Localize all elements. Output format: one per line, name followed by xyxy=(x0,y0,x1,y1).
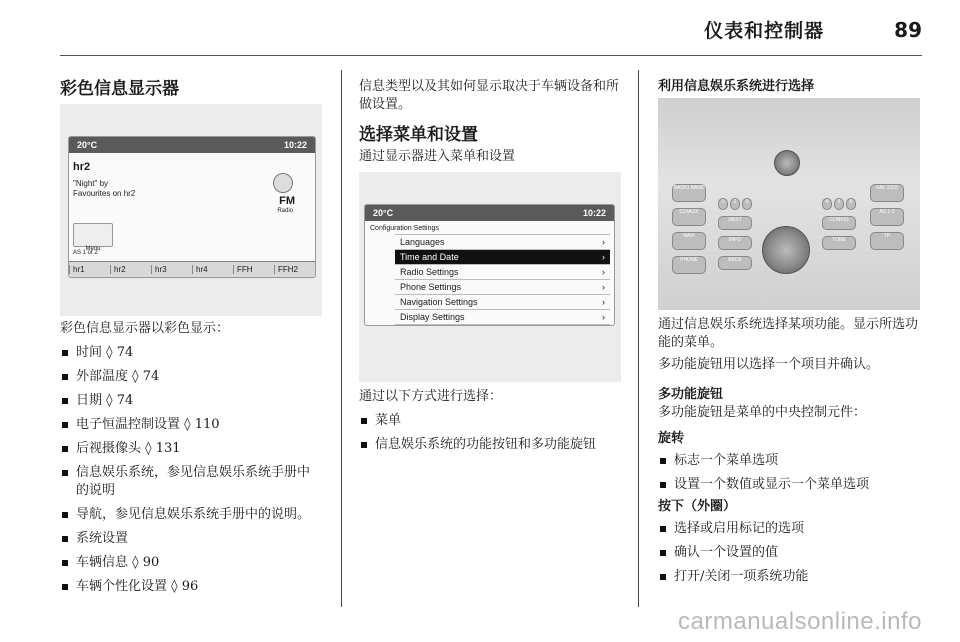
temp-readout: 20°C xyxy=(373,208,394,218)
config-title: Configuration Settings xyxy=(370,225,439,232)
list-item: 电子恒温控制设置 ◊ 110 xyxy=(60,416,322,434)
subheading-knob: 多功能旋钮 xyxy=(658,387,724,402)
preset-3-button[interactable]: 3 xyxy=(742,198,752,210)
preset-5-button[interactable]: 5 xyxy=(834,198,844,210)
preset-1-button[interactable]: 1 xyxy=(718,198,728,210)
menu-item-navigation[interactable]: Navigation Settings › xyxy=(395,295,610,310)
multifunction-knob-icon[interactable] xyxy=(762,226,810,274)
list-item: 选择或启用标记的选项 xyxy=(658,520,920,538)
list-item: 后视摄像头 ◊ 131 xyxy=(60,440,322,458)
config-screen xyxy=(364,204,615,326)
preset-button[interactable]: FFH xyxy=(233,265,274,274)
time-readout: 10:22 xyxy=(582,208,606,218)
menu-item-time-date[interactable]: Time and Date › xyxy=(395,250,610,265)
list-item: 设置一个数值或显示一个菜单选项 xyxy=(658,476,920,494)
tp-button[interactable]: TP xyxy=(870,232,904,250)
column-divider xyxy=(341,70,342,607)
watermark: carmanualsonline.info xyxy=(678,608,922,635)
section-heading: 利用信息娱乐系统进行选择 xyxy=(658,79,815,94)
control-panel-figure xyxy=(658,98,920,310)
menu-item-phone[interactable]: Phone Settings › xyxy=(395,280,610,295)
right-column xyxy=(658,0,922,642)
back-button[interactable]: BACK xyxy=(718,256,752,270)
display-figure xyxy=(60,104,322,316)
list-item: 日期 ◊ 74 xyxy=(60,392,322,410)
phone-button[interactable]: PHONE xyxy=(672,256,706,274)
info-text: 信息类型以及其如何显示取决于车辆设备和所做设置。 xyxy=(359,79,620,112)
paragraph: 多功能旋钮是菜单的中央控制元件： xyxy=(658,405,867,420)
selection-list xyxy=(359,412,621,460)
status-bar xyxy=(69,137,315,153)
list-item: 信息娱乐系统，参见信息娱乐系统手册中的说明 xyxy=(60,464,322,500)
preset-bar xyxy=(69,261,315,277)
preset-button[interactable]: hr4 xyxy=(192,265,233,274)
list-item: 时间 ◊ 74 xyxy=(60,344,322,362)
column-divider xyxy=(638,70,639,607)
section-subtitle: 通过显示器进入菜单和设置 xyxy=(359,149,516,164)
as-label: AS 1 of 2 xyxy=(73,250,98,256)
intro-text: 通过以下方式进行选择： xyxy=(359,389,503,404)
list-item: 菜单 xyxy=(359,412,621,430)
list-item: 车辆信息 ◊ 90 xyxy=(60,554,322,572)
menu-item-display[interactable]: Display Settings › xyxy=(395,310,610,325)
subheading-press: 按下（外圈） xyxy=(658,499,737,514)
list-item: 外部温度 ◊ 74 xyxy=(60,368,322,386)
chevron-right-icon: › xyxy=(602,267,605,277)
menu-button[interactable]: Menu xyxy=(73,223,113,247)
intro-text: 彩色信息显示器以彩色显示： xyxy=(60,321,230,336)
cd-aux-button[interactable]: CD/AUX xyxy=(672,208,706,226)
list-item: 打开/关闭一项系统功能 xyxy=(658,568,920,586)
chevron-right-icon: › xyxy=(602,252,605,262)
temp-readout: 20°C xyxy=(77,140,98,150)
time-readout: 10:22 xyxy=(283,140,307,150)
menu-item-languages[interactable]: Languages › xyxy=(395,235,610,250)
radio-band-button[interactable]: RADIO BAND xyxy=(672,184,706,202)
section-heading: 选择菜单和设置 xyxy=(359,125,478,145)
dest-button[interactable]: DEST xyxy=(718,216,752,230)
chevron-right-icon: › xyxy=(602,297,605,307)
radio-icon xyxy=(273,173,293,193)
page-number: 89 xyxy=(894,17,922,42)
config-button[interactable]: CONFIG xyxy=(822,216,856,230)
rotate-list xyxy=(658,452,920,500)
preset-4-button[interactable]: 4 xyxy=(822,198,832,210)
preset-button[interactable]: hr2 xyxy=(110,265,151,274)
as-button[interactable]: AS 1-2 xyxy=(870,208,904,226)
chevron-right-icon: › xyxy=(602,282,605,292)
fav-button[interactable]: FAV 1/2/3 xyxy=(870,184,904,202)
status-bar xyxy=(365,205,614,221)
tone-button[interactable]: TONE xyxy=(822,236,856,250)
config-figure xyxy=(359,172,621,382)
chevron-right-icon: › xyxy=(602,312,605,322)
preset-button[interactable]: hr1 xyxy=(69,265,110,274)
track-line2: Favourites on hr2 xyxy=(73,189,136,198)
band-sub: Radio xyxy=(277,208,293,214)
press-list xyxy=(658,520,920,592)
list-item: 信息娱乐系统的功能按钮和多功能旋钮 xyxy=(359,436,621,454)
track-line1: "Night" by xyxy=(73,179,109,188)
settings-menu xyxy=(395,234,610,325)
band-label: FM xyxy=(279,195,295,207)
preset-button[interactable]: hr3 xyxy=(151,265,192,274)
section-heading: 彩色信息显示器 xyxy=(60,79,179,99)
chevron-right-icon: › xyxy=(602,237,605,247)
feature-list xyxy=(60,344,322,602)
menu-item-radio[interactable]: Radio Settings › xyxy=(395,265,610,280)
info-button-left[interactable]: INFO xyxy=(718,236,752,250)
preset-button[interactable]: FFH2 xyxy=(274,265,315,274)
list-item: 确认一个设置的值 xyxy=(658,544,920,562)
subheading-rotate: 旋转 xyxy=(658,431,685,446)
navi-button[interactable]: NAVI xyxy=(672,232,706,250)
preset-6-button[interactable]: 6 xyxy=(846,198,856,210)
middle-column xyxy=(359,0,624,642)
list-item: 标志一个菜单选项 xyxy=(658,452,920,470)
paragraph: 多功能旋钮用以选择一个项目并确认。 xyxy=(658,357,880,372)
display-screen xyxy=(68,136,316,278)
station-name: hr2 xyxy=(73,161,91,173)
header-title: 仪表和控制器 xyxy=(704,20,825,42)
list-item: 车辆个性化设置 ◊ 96 xyxy=(60,578,322,596)
preset-2-button[interactable]: 2 xyxy=(730,198,740,210)
panel-surface xyxy=(658,98,920,310)
left-column xyxy=(60,0,325,642)
list-item: 导航，参见信息娱乐系统手册中的说明。 xyxy=(60,506,322,524)
paragraph: 通过信息娱乐系统选择某项功能。显示所选功能的菜单。 xyxy=(658,317,919,350)
list-item: 系统设置 xyxy=(60,530,322,548)
volume-knob-icon[interactable] xyxy=(774,150,800,176)
